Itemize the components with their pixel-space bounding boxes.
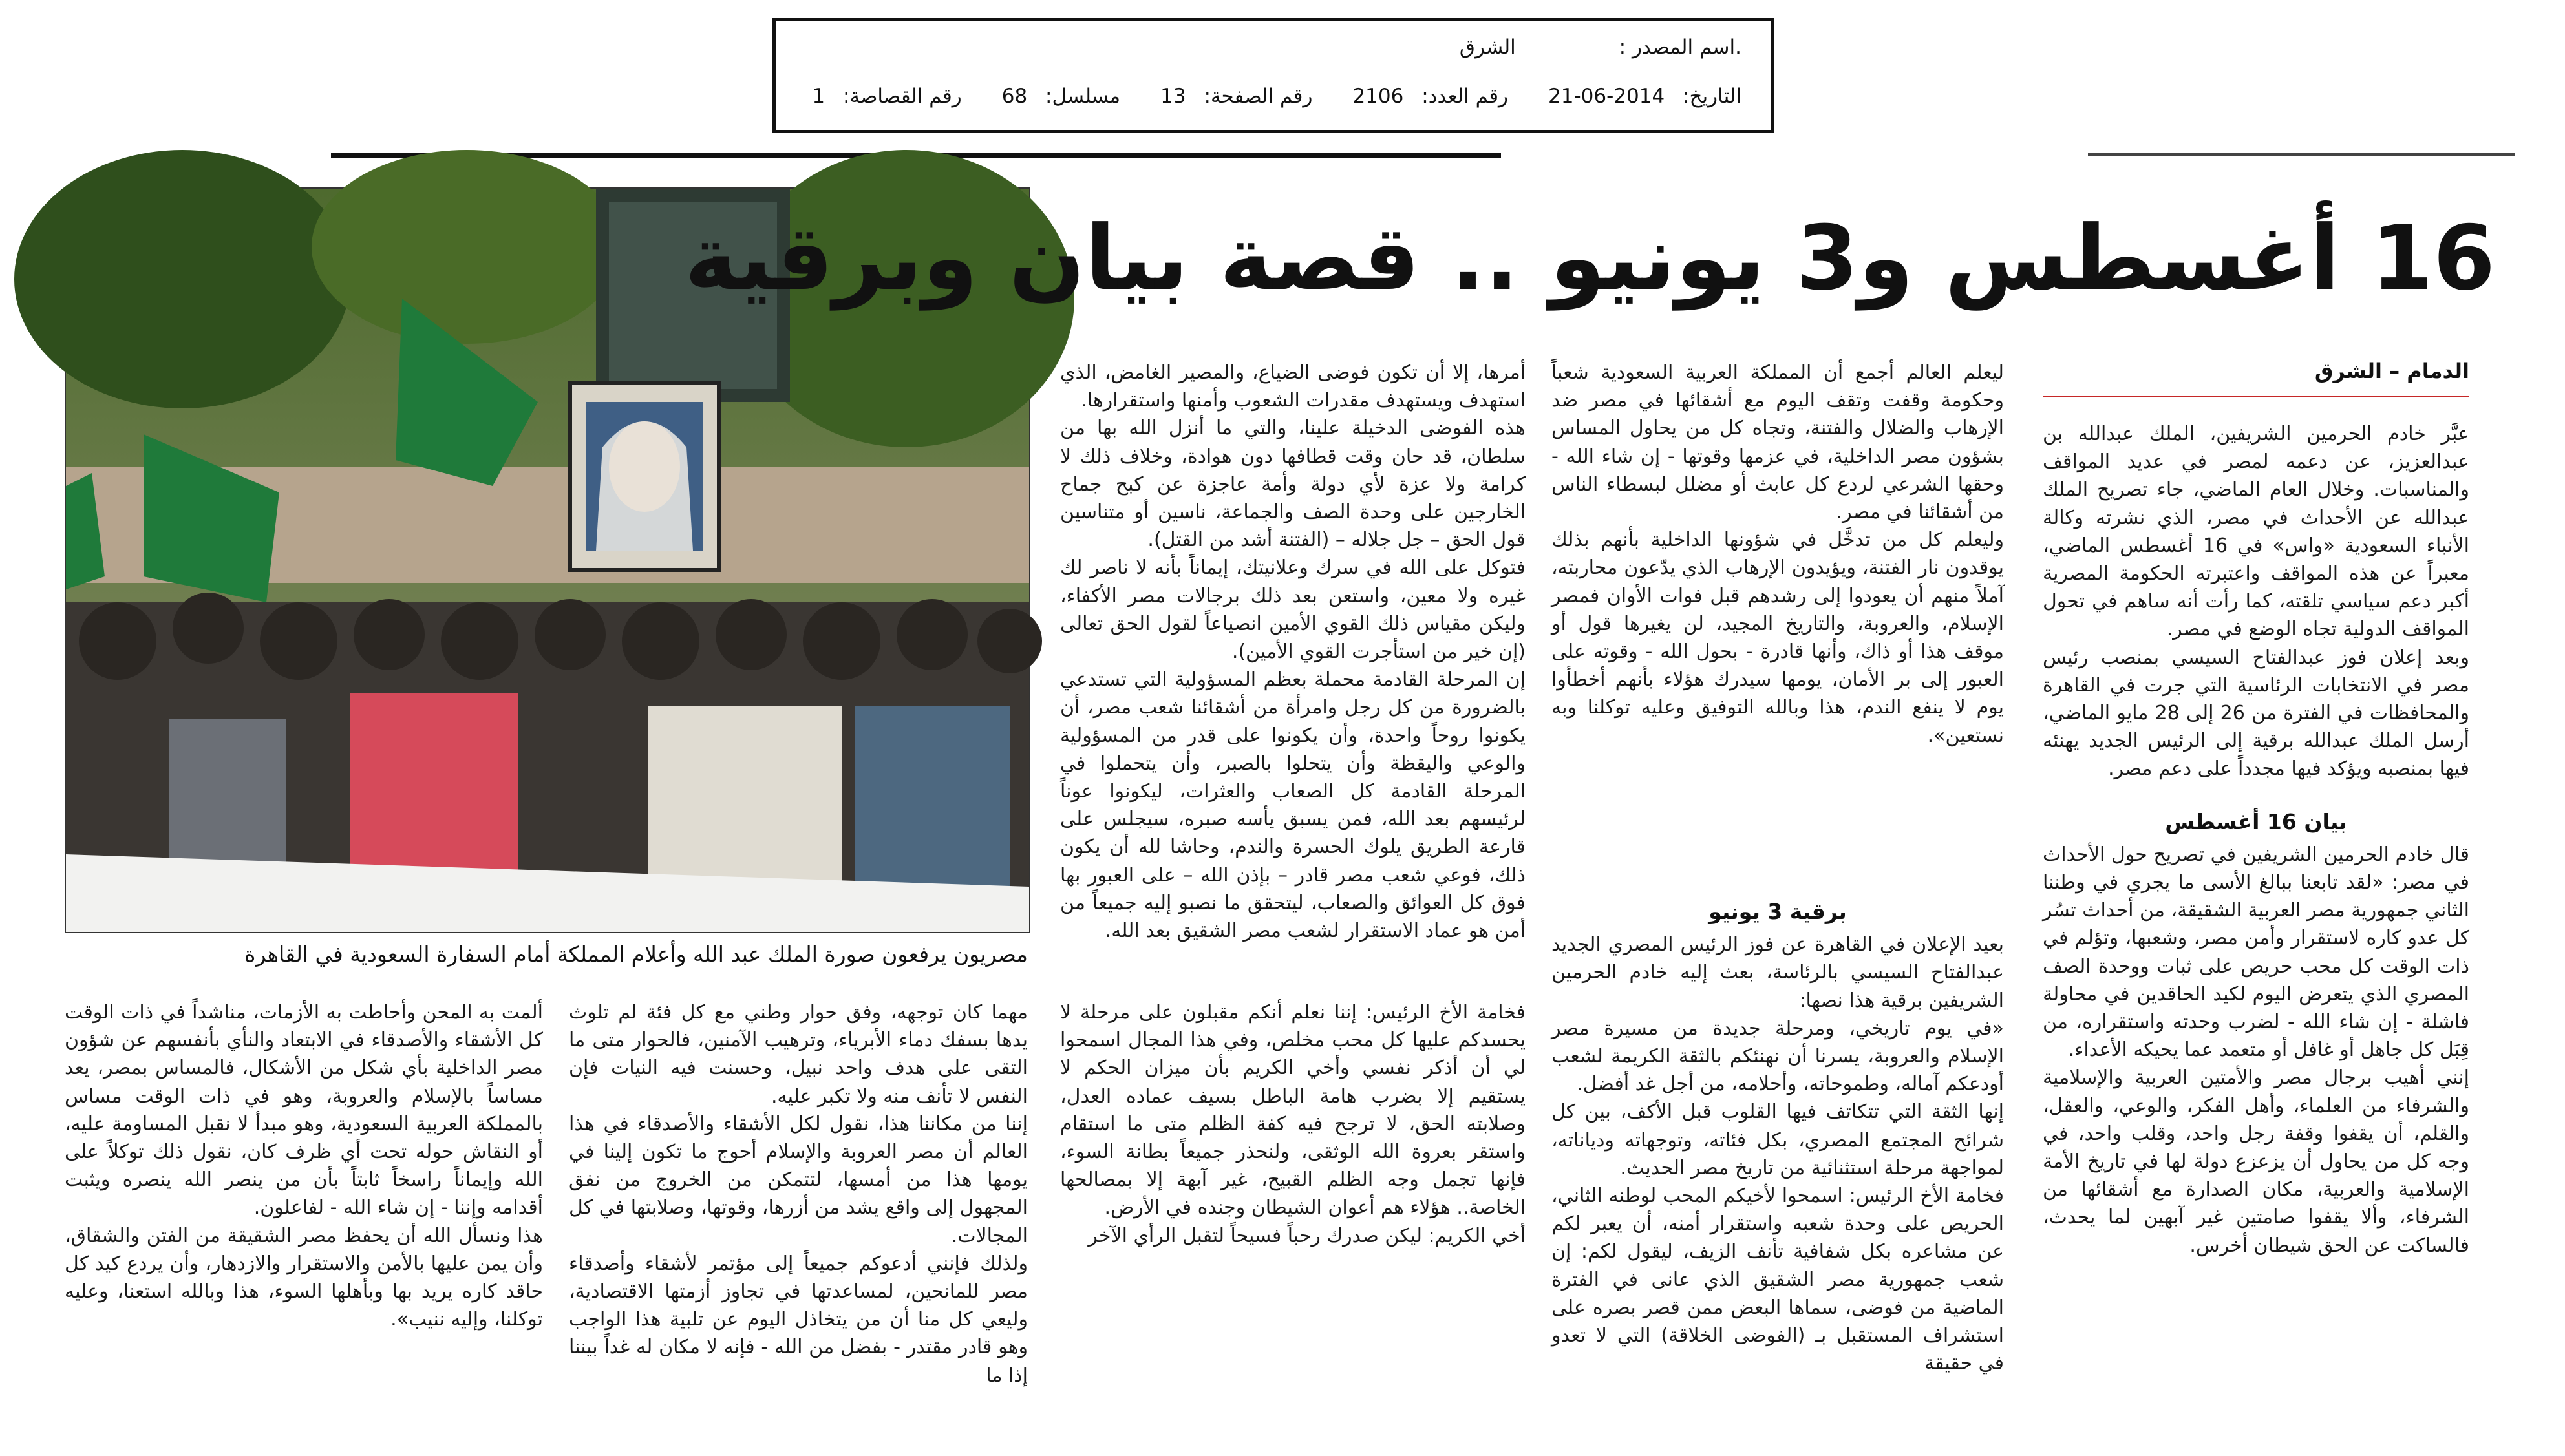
date-field [1548, 85, 1741, 108]
paragraph: مهما كان توجهه، وفق حوار وطني مع كل فئة لم تلوث يدها بسفك دماء الأبرياء، وترهيب الآمنين، فالحوار متى ما التقى على هدف واحد نبيل، وحسنت فيه النيات فإن النفس لا تأنف منه ولا تكبر عليه. [569, 1001, 1028, 1108]
issue-value: 2106 [1352, 85, 1404, 108]
subheading-aug16: بيان 16 أغسطس [2165, 808, 2347, 834]
issue-field [1352, 85, 1508, 108]
subheading-jun3: برقية 3 يونيو [1708, 899, 1847, 924]
article-byline: الدمام – الشرق [2314, 359, 2469, 383]
issue-label: رقم العدد: [1421, 85, 1509, 108]
paragraph: «في يوم تاريخي، ومرحلة جديدة من مسيرة مصر الإسلام والعروبة، يسرنا أن نهنئكم بالثقة الكريمة لشعب أودعكم آماله، وطموحاته، وأحلامه، من أجل غد أفضل. [1551, 1017, 2004, 1096]
clip-field [812, 85, 961, 108]
paragraph: إنها الثقة التي تتكاتف فيها القلوب قبل الأكف، بين كل شرائح المجتمع المصري، بكل فئاته، وتوجهاته ودياناته، لمواجهة مرحلة استثنائية من تاريخ مصر الحديث. [1551, 1101, 2004, 1179]
text-column-4 [1551, 895, 2004, 1438]
serial-field [1002, 85, 1120, 108]
paragraph: إنني أهيب برجال مصر والأمتين العربية والإسلامية والشرفاء من العلماء، وأهل الفكر، والوعي، والعقل، والقلم، أن يقفوا وقفة رجل واحد، وقلب واحد، في وجه كل من يحاول أن يزعزع دولة لها في تاريخ الأمة الإسلامية والعربية، مكان الصدارة مع أشقائها من الشرفاء، وألا يقفوا صامتين غير آبهين لما يحدث، فالساكت عن الحق شيطان أخرس. [2043, 1066, 2469, 1257]
clipping-metadata-box [772, 18, 1774, 133]
paragraph: قال خادم الحرمين الشريفين في تصريح حول الأحداث في مصر: «لقد تابعنا ببالغ الأسى ما يجري في وطننا الثاني جمهورية مصر العربية الشقيقة، من أحداث تسُر كل عدو كاره لاستقرار وأمن مصر، وشعبها، وتؤلم في ذات الوقت كل محب حريص على ثبات ووحدة الصف المصري الذي يتعرض اليوم لكيد الحاقدين في محاولة فاشلة - إن شاء الله - لضرب وحدته واستقراره، من قِبَل كل جاهل أو غافل أو متعمد عما يحيكه الأعداء. [2043, 843, 2469, 1062]
text-column-1 [2043, 420, 2469, 1435]
source-field [1460, 36, 1741, 59]
serial-label: مسلسل: [1045, 85, 1121, 108]
page-value: 13 [1160, 85, 1186, 108]
paragraph: فخامة الأخ الرئيس: إننا نعلم أنكم مقبلون على مرحلة لا يحسدكم عليها كل محب مخلص، وفي هذا المجال اسمحوا لي أن أذكر نفسي وأخي الكريم بأن ميزان الحكم لا يستقيم إلا بضرب هامة الباطل بسيف عماده العدل، وصلابته الحق، لا ترجح فيه كفة الظلم متى ما استقام واستقر بعروة الله الوثقى، ولنحذر جميعاً بطانة السوء، فإنها تجمل وجه الظلم القبيح، غير آبهة إلا بمصالحها الخاصة.. هؤلاء هم أعوان الشيطان وجنده في الأرض. [1060, 1001, 1526, 1219]
byline-rule [2043, 396, 2469, 397]
paragraph: ليعلم العالم أجمع أن المملكة العربية السعودية شعباً وحكومة وقفت وتقف اليوم مع أشقائها في مصر ضد الإرهاب والضلال والفتنة، وتجاه كل من يحاول المساس بشؤون مصر الداخلية، في عزمها وقوتها - إن شاء الله - وحقها الشرعي لردع كل عابث أو مضلل لبسطاء الناس من أشقائنا في مصر. [1551, 361, 2004, 524]
page-label: رقم الصفحة: [1204, 85, 1313, 108]
metadata-row-details [805, 85, 1741, 108]
paragraph: إننا من مكاننا هذا، نقول لكل الأشقاء والأصدقاء في هذا العالم أن مصر العروبة والإسلام أحوج ما تكون إلينا في يومها هذا من أمسها، لتتمكن من الخروج من نفق المجهول إلى واقع يشد من أزرها، وقوتها، وصلابتها في كل المجالات. [569, 1112, 1028, 1247]
metadata-row-source [805, 36, 1741, 59]
paragraph: أخي الكريم: ليكن صدرك رحباً فسيحاً لتقبل الرأي الآخر [1088, 1224, 1526, 1247]
paragraph: وبعد إعلان فوز عبدالفتاح السيسي بمنصب رئيس مصر في الانتخابات الرئاسية التي جرت في القاهرة والمحافظات في الفترة من 26 إلى 28 مايو الماضي، أرسل الملك عبدالله برقية إلى الرئيس الجديد يهنئه فيها بمنصبه ويؤكد فيها مجدداً على دعم مصر. [2043, 646, 2469, 781]
date-label: التاريخ: [1683, 85, 1741, 108]
text-column-2 [1551, 359, 2004, 895]
photo-caption: مصريون يرفعون صورة الملك عبد الله وأعلام المملكة أمام السفارة السعودية في القاهرة [244, 942, 1028, 967]
paragraph: ألمت به المحن وأحاطت به الأزمات، مناشداً في ذات الوقت كل الأشقاء والأصدقاء في الابتعاد والنأي بأنفسهم عن شؤون مصر الداخلية بأي شكل من الأشكال، فالمساس بمصر، يعد مساساً بالإسلام والعروبة، وهو في ذات الوقت مساس بالمملكة العربية السعودية، وهو مبدأ لا نقبل المساومة عليه، أو النقاش حوله تحت أي ظرف كان، نقول ذلك توكلاً على الله وإيماناً راسخاً ثابتاً بأن من ينصر الله ينصره ويثبت أقدامه وإننا - إن شاء الله - لفاعلون. [65, 1001, 543, 1219]
page-field [1160, 85, 1312, 108]
text-column-7 [65, 998, 543, 1438]
source-label: .اسم المصدر : [1619, 36, 1741, 59]
clip-label: رقم القصاصة: [843, 85, 962, 108]
date-value: 2014-06-21 [1548, 85, 1665, 108]
paragraph: عبَّر خادم الحرمين الشريفين، الملك عبدالله بن عبدالعزيز، عن دعمه لمصر في عديد المواقف والمناسبات. وخلال العام الماضي، جاء تصريح الملك عبدالله عن الأحداث في مصر، الذي نشرته وكالة الأنباء السعودية «واس» في 16 أغسطس الماضي، معبراً عن هذه المواقف واعتبرته الحكومة المصرية أكبر دعم سياسي تلقته، كما رأت أنه ساهم في تحول المواقف الدولية تجاه الوضع في مصر. [2043, 423, 2469, 641]
clip-value: 1 [812, 85, 825, 108]
paragraph: ولذلك فإنني أدعوكم جميعاً إلى مؤتمر لأشقاء وأصدقاء مصر للمانحين، لمساعدتها في تجاوز أزمتها الاقتصادية، وليعي كل منا أن من يتخاذل اليوم عن تلبية هذا الواجب وهو قادر مقتدر - بفضل من الله - فإنه لا مكان له غداً بيننا إذا ما [569, 1252, 1028, 1387]
paragraph: أمرها، إلا أن تكون فوضى الضياع، والمصير الغامض، الذي استهدف ويستهدف مقدرات الشعوب وأمنها واستقرارها. [1060, 361, 1526, 412]
text-column-3 [1060, 359, 1526, 943]
paragraph: هذه الفوضى الدخيلة علينا، والتي ما أنزل الله بها من سلطان، قد حان وقت قطافها دون هوادة، وخلاف ذلك لا كرامة ولا عزة لأي دولة وأمة عاجزة عن كبح جماح الخارجين على وحدة الصف والجماعة، ناسين أو متناسين قول الحق – جل جلاله – (الفتنة أشد من القتل). [1060, 417, 1526, 552]
paragraph: فخامة الأخ الرئيس: اسمحوا لأخيكم المحب لوطنه الثاني، الحريص على وحدة شعبه واستقرار أمنه، أن يعبر لكم عن مشاعره بكل شفافية تأنف الزيف، ليقول لكم: إن شعب جمهورية مصر الشقيق الذي عانى في الفترة الماضية من فوضى، سماها البعض ممن قصر بصره على استشراف المستقبل بـ (الفوضى الخلاقة) التي لا تعدو في حقيقة [1551, 1185, 2004, 1375]
top-divider-rule-right [2088, 153, 2515, 156]
article-headline: 16 أغسطس و3 يونيو .. قصة بيان وبرقية [684, 206, 2495, 310]
paragraph: وليعلم كل من تدخَّل في شؤونها الداخلية بأنهم بذلك يوقدون نار الفتنة، ويؤيدون الإرهاب الذي يدّعون محاربته، آملاً منهم أن يعودوا إلى رشدهم قبل فوات الأوان فمصر الإسلام، والعروبة، والتاريخ المجيد، لن يغيرها قول أو موقف هذا أو ذاك، وأنها قادرة - بحول الله - وقوته على العبور إلى بر الأمان، يومها سيدرك هؤلاء بأنهم أخطأوا يوم لا ينفع الندم، هذا وبالله التوفيق وعليه توكلنا وبه نستعين». [1551, 529, 2004, 747]
text-column-5 [1060, 998, 1526, 1438]
paragraph: إن المرحلة القادمة محملة بعظم المسؤولية التي تستدعي بالضرورة من كل رجل وامرأة من أشقائنا شعب مصر، أن يكونوا روحاً واحدة، وأن يكونوا على قدر من المسؤولية والوعي واليقظة وأن يتحلوا بالصبر، وأن يتحملوا في المرحلة القادمة كل الصعاب والعثرات، ليكونوا عوناً لرئيسهم بعد الله، فمن يسبق يأسه صبره، سيجلس على قارعة الطريق يلوك الحسرة والندم، وحاشا لله أن يكون ذلك، فوعي شعب مصر قادر – بإذن الله – على العبور بها فوق كل العوائق والصعاب، ليتحقق ما نصبو إليه جميعاً من أمن هو عماد الاستقرار لشعب مصر الشقيق بعد الله. [1060, 668, 1526, 943]
source-value: الشرق [1459, 36, 1516, 59]
paragraph: بعيد الإعلان في القاهرة عن فوز الرئيس المصري الجديد عبدالفتاح السيسي بالرئاسة، بعث إليه خادم الحرمين الشريفين برقية هذا نصها: [1551, 933, 2004, 1012]
paragraph: فتوكل على الله في سرك وعلانيتك، إيماناً بأنه لا ناصر لك غيره ولا معين، واستعن بعد ذلك برجالات مصر الأكفاء، وليكن مقياس ذلك القوي الأمين انصياعاً لقول الحق تعالى (إن خير من استأجرت القوي الأمين). [1060, 556, 1526, 664]
serial-value: 68 [1001, 85, 1028, 108]
paragraph: هذا ونسأل الله أن يحفظ مصر الشقيقة من الفتن والشقاق، وأن يمن عليها بالأمن والاستقرار والازدهار، وأن يردع كيد كل حاقد كاره يريد بها وبأهلها السوء، هذا وبالله استعنا، وعليه توكلنا، وإليه ننيب». [65, 1224, 543, 1331]
text-column-6 [569, 998, 1028, 1438]
